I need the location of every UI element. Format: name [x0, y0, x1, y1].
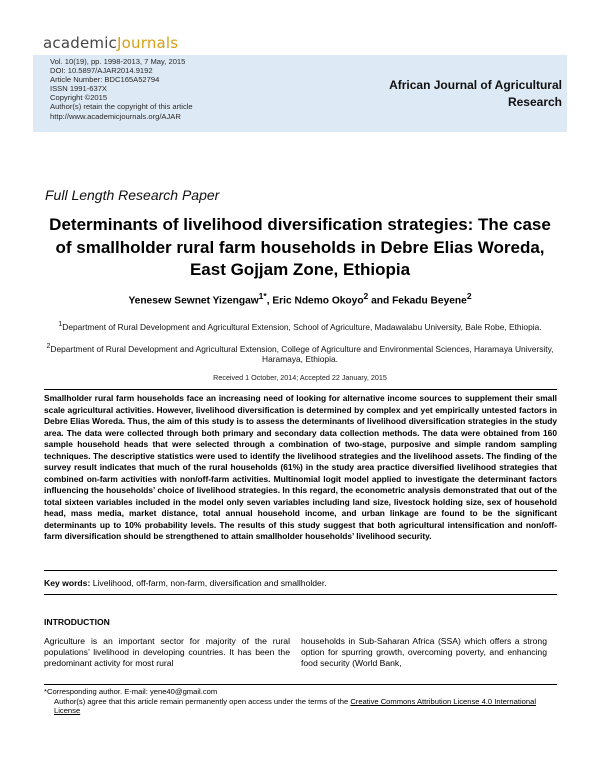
footnote: [44, 684, 557, 716]
abstract: Smallholder rural farm households face an increasing need of looking for alternative income sources to supplement their small scale agricultural activities. However, livelihood diversification is determined by complex and yet empirically untested factors in Debre Elias Woreda. Thus, the aim of this study is to assess the determinants of livelihood diversification strategies in the study area. The data were collected through both primary and secondary data collection methods. The data were obtained from 160 sample household heads that were selected through a combination of two-stage, purposive and simple random sampling techniques. The descriptive statistics were used to identify the livelihood strategies and the livelihood assets. The finding of the survey result indicates that much of the rural households (61%) in the study area practice diversified livelihood strategies that combined on-farm activities with non/off-farm activities. Multinomial logit model applied to investigate the determinant factors influencing the households’ choice of livelihood strategies. In this regard, the econometric analysis demonstrated that out of the total sixteen variables included in the model only seven variables including land size, livestock holding size, sex of household head, mass media, market distance, total annual household income, and urban linkage are found to be the significant determinants up to 10% probability levels. The results of this study suggest that both agricultural intensification and non/off-farm diversification should be strengthened to attain smallholder households’ livelihood security.: [44, 389, 557, 571]
license-link[interactable]: Creative Commons Attribution License 4.0 International License: [54, 696, 537, 716]
affiliation-1: [45, 320, 555, 332]
keywords: [44, 578, 557, 588]
license-statement: [44, 697, 557, 716]
introduction-column-left: Agriculture is an important sector for majority of the rural populations’ livelihood in developing countries. It has been the predominant activity for most rural: [44, 636, 290, 669]
meta-author-rights: Author(s) retain the copyright of this article: [50, 102, 193, 112]
paper-title: Determinants of livelihood diversification strategies: The case of smallholder rural farm households in Debre Elias Woreda, East Gojjam Zone, Ethiopia: [49, 215, 551, 279]
journal-name: [362, 77, 562, 111]
logo-brand-part1: academic: [43, 34, 118, 52]
introduction-heading: INTRODUCTION: [44, 617, 110, 627]
meta-volume: Vol. 10(19), pp. 1998-2013, 7 May, 2015: [50, 57, 186, 66]
author-list: [45, 291, 555, 306]
meta-article-number: Article Number: BDC165A52794: [50, 75, 160, 85]
meta-doi: DOI: 10.5897/AJAR2014.9192: [50, 66, 153, 76]
license-text: Author(s) agree that this article remain permanently open access under the terms of the: [54, 696, 351, 706]
affiliation-number: 2: [46, 343, 51, 350]
author-separator: and: [368, 295, 393, 307]
paper-type: Full Length Research Paper: [45, 187, 220, 203]
keywords-text: Livelihood, off-farm, non-farm, diversification and smallholder.: [90, 578, 327, 588]
corresponding-author: *Corresponding author. E-mail: yene40@gmail.com: [44, 687, 218, 696]
meta-issn: ISSN 1991-637X: [50, 84, 107, 94]
author-name: Yenesew Sewnet Yizengaw: [128, 295, 259, 307]
journal-name-line2: Research: [507, 95, 562, 109]
section-divider: [44, 594, 557, 595]
meta-copyright: Copyright ©2015: [50, 93, 108, 103]
keywords-label: Key words:: [44, 578, 91, 588]
article-metadata: [50, 57, 193, 121]
author-affiliation-marker: 1*: [258, 291, 267, 301]
meta-journal-url[interactable]: http://www.academicjournals.org/AJAR: [50, 111, 181, 121]
affiliation-text: Department of Rural Development and Agricultural Extension, College of Agriculture and Environmental Sciences, Haramaya University, Haramaya, Ethiopia.: [50, 343, 554, 365]
author-affiliation-marker: 2: [466, 291, 472, 301]
publisher-logo: [43, 34, 178, 52]
affiliation-text: Department of Rural Development and Agricultural Extension, School of Agriculture, Madawalabu University, Bale Robe, Ethiopia.: [62, 321, 542, 332]
logo-brand-part2: Journals: [117, 34, 179, 52]
received-accepted-dates: Received 1 October, 2014; Accepted 22 January, 2015: [213, 373, 387, 382]
author-name: Eric Ndemo Okoyo: [272, 295, 364, 307]
author-separator: ,: [266, 295, 273, 307]
journal-name-line1: African Journal of Agricultural: [389, 78, 562, 92]
introduction-column-right: households in Sub-Saharan Africa (SSA) which offers a strong option for spurring growth, overcoming poverty, and enhancing food security (World Bank,: [301, 636, 547, 669]
affiliation-number: 1: [58, 321, 63, 328]
author-name: Fekadu Beyene: [392, 295, 467, 307]
affiliation-2: [45, 342, 555, 365]
author-affiliation-marker: 2: [363, 291, 369, 301]
